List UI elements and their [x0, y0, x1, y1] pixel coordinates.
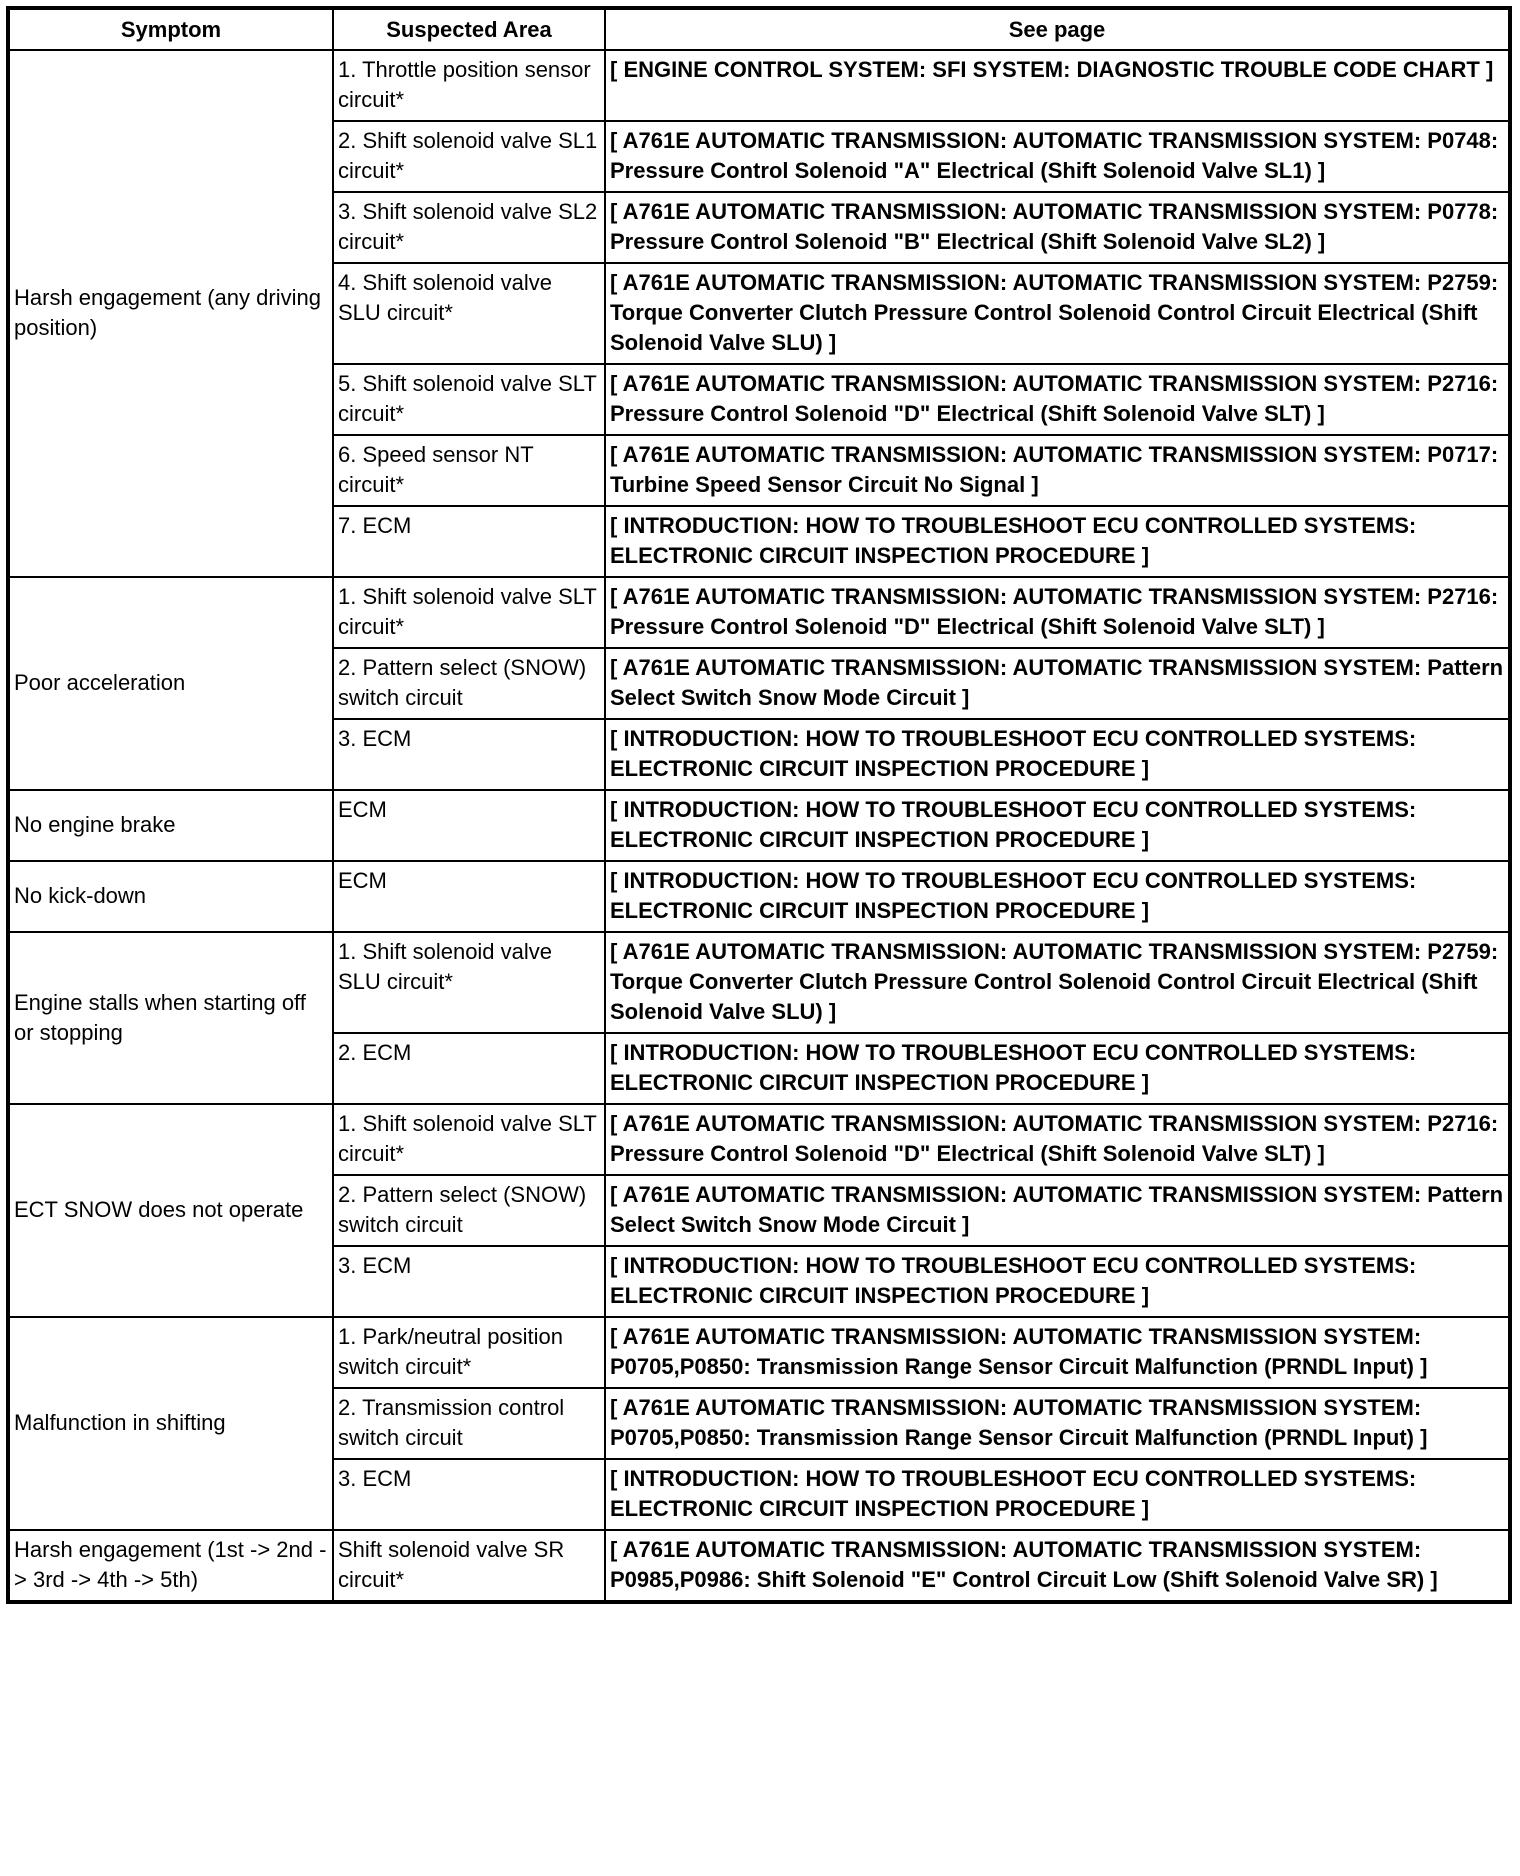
- see-page-link[interactable]: [ A761E AUTOMATIC TRANSMISSION: AUTOMATIC TRANSMISSION SYSTEM: P0778: Pressure Control Solenoid "B" Electrical (Shift Solenoid Valve SL2) ]: [605, 192, 1510, 263]
- suspected-area-cell: 1. Throttle position sensor circuit*: [333, 50, 605, 121]
- symptom-cell: ECT SNOW does not operate: [8, 1104, 333, 1317]
- suspected-area-cell: 6. Speed sensor NT circuit*: [333, 435, 605, 506]
- symptom-cell: Poor acceleration: [8, 577, 333, 790]
- suspected-area-cell: 5. Shift solenoid valve SLT circuit*: [333, 364, 605, 435]
- suspected-area-cell: ECM: [333, 790, 605, 861]
- suspected-area-cell: 1. Shift solenoid valve SLU circuit*: [333, 932, 605, 1033]
- header-symptom: Symptom: [8, 8, 333, 50]
- table-row: [8, 932, 1510, 1033]
- see-page-link[interactable]: [ INTRODUCTION: HOW TO TROUBLESHOOT ECU CONTROLLED SYSTEMS: ELECTRONIC CIRCUIT INSPECTION PROCEDURE ]: [605, 861, 1510, 932]
- suspected-area-cell: 1. Park/neutral position switch circuit*: [333, 1317, 605, 1388]
- see-page-link[interactable]: [ A761E AUTOMATIC TRANSMISSION: AUTOMATIC TRANSMISSION SYSTEM: P0985,P0986: Shift Solenoid "E" Control Circuit Low (Shift Solenoid Valve SR) ]: [605, 1530, 1510, 1602]
- see-page-link[interactable]: [ A761E AUTOMATIC TRANSMISSION: AUTOMATIC TRANSMISSION SYSTEM: P0705,P0850: Transmission Range Sensor Circuit Malfunction (PRNDL Input) ]: [605, 1388, 1510, 1459]
- suspected-area-cell: Shift solenoid valve SR circuit*: [333, 1530, 605, 1602]
- header-suspected-area: Suspected Area: [333, 8, 605, 50]
- header-see-page: See page: [605, 8, 1510, 50]
- see-page-link[interactable]: [ A761E AUTOMATIC TRANSMISSION: AUTOMATIC TRANSMISSION SYSTEM: P2716: Pressure Control Solenoid "D" Electrical (Shift Solenoid Valve SLT) ]: [605, 577, 1510, 648]
- suspected-area-cell: 3. Shift solenoid valve SL2 circuit*: [333, 192, 605, 263]
- symptom-cell: Malfunction in shifting: [8, 1317, 333, 1530]
- see-page-link[interactable]: [ A761E AUTOMATIC TRANSMISSION: AUTOMATIC TRANSMISSION SYSTEM: Pattern Select Switch Snow Mode Circuit ]: [605, 1175, 1510, 1246]
- see-page-link[interactable]: [ A761E AUTOMATIC TRANSMISSION: AUTOMATIC TRANSMISSION SYSTEM: P2759: Torque Converter Clutch Pressure Control Solenoid Control Circuit Electrical (Shift Solenoid Valve SLU) ]: [605, 263, 1510, 364]
- see-page-link[interactable]: [ A761E AUTOMATIC TRANSMISSION: AUTOMATIC TRANSMISSION SYSTEM: P2716: Pressure Control Solenoid "D" Electrical (Shift Solenoid Valve SLT) ]: [605, 364, 1510, 435]
- suspected-area-cell: 2. Pattern select (SNOW) switch circuit: [333, 1175, 605, 1246]
- suspected-area-cell: 1. Shift solenoid valve SLT circuit*: [333, 577, 605, 648]
- suspected-area-cell: 2. ECM: [333, 1033, 605, 1104]
- see-page-link[interactable]: [ INTRODUCTION: HOW TO TROUBLESHOOT ECU CONTROLLED SYSTEMS: ELECTRONIC CIRCUIT INSPECTION PROCEDURE ]: [605, 719, 1510, 790]
- see-page-link[interactable]: [ INTRODUCTION: HOW TO TROUBLESHOOT ECU CONTROLLED SYSTEMS: ELECTRONIC CIRCUIT INSPECTION PROCEDURE ]: [605, 1459, 1510, 1530]
- see-page-link[interactable]: [ ENGINE CONTROL SYSTEM: SFI SYSTEM: DIAGNOSTIC TROUBLE CODE CHART ]: [605, 50, 1510, 121]
- table-row: [8, 577, 1510, 648]
- symptom-cell: Harsh engagement (any driving position): [8, 50, 333, 577]
- see-page-link[interactable]: [ INTRODUCTION: HOW TO TROUBLESHOOT ECU CONTROLLED SYSTEMS: ELECTRONIC CIRCUIT INSPECTION PROCEDURE ]: [605, 790, 1510, 861]
- see-page-link[interactable]: [ A761E AUTOMATIC TRANSMISSION: AUTOMATIC TRANSMISSION SYSTEM: P2716: Pressure Control Solenoid "D" Electrical (Shift Solenoid Valve SLT) ]: [605, 1104, 1510, 1175]
- suspected-area-cell: ECM: [333, 861, 605, 932]
- table-row: [8, 790, 1510, 861]
- see-page-link[interactable]: [ INTRODUCTION: HOW TO TROUBLESHOOT ECU CONTROLLED SYSTEMS: ELECTRONIC CIRCUIT INSPECTION PROCEDURE ]: [605, 1246, 1510, 1317]
- see-page-link[interactable]: [ A761E AUTOMATIC TRANSMISSION: AUTOMATIC TRANSMISSION SYSTEM: Pattern Select Switch Snow Mode Circuit ]: [605, 648, 1510, 719]
- see-page-link[interactable]: [ INTRODUCTION: HOW TO TROUBLESHOOT ECU CONTROLLED SYSTEMS: ELECTRONIC CIRCUIT INSPECTION PROCEDURE ]: [605, 1033, 1510, 1104]
- table-row: [8, 861, 1510, 932]
- see-page-link[interactable]: [ A761E AUTOMATIC TRANSMISSION: AUTOMATIC TRANSMISSION SYSTEM: P2759: Torque Converter Clutch Pressure Control Solenoid Control Circuit Electrical (Shift Solenoid Valve SLU) ]: [605, 932, 1510, 1033]
- suspected-area-cell: 2. Pattern select (SNOW) switch circuit: [333, 648, 605, 719]
- symptom-cell: No engine brake: [8, 790, 333, 861]
- table-row: [8, 1530, 1510, 1602]
- see-page-link[interactable]: [ A761E AUTOMATIC TRANSMISSION: AUTOMATIC TRANSMISSION SYSTEM: P0705,P0850: Transmission Range Sensor Circuit Malfunction (PRNDL Input) ]: [605, 1317, 1510, 1388]
- suspected-area-cell: 3. ECM: [333, 1246, 605, 1317]
- suspected-area-cell: 3. ECM: [333, 1459, 605, 1530]
- symptom-table: [6, 6, 1512, 1604]
- see-page-link[interactable]: [ A761E AUTOMATIC TRANSMISSION: AUTOMATIC TRANSMISSION SYSTEM: P0717: Turbine Speed Sensor Circuit No Signal ]: [605, 435, 1510, 506]
- table-row: [8, 50, 1510, 121]
- suspected-area-cell: 7. ECM: [333, 506, 605, 577]
- header-row: [8, 8, 1510, 50]
- suspected-area-cell: 3. ECM: [333, 719, 605, 790]
- suspected-area-cell: 2. Transmission control switch circuit: [333, 1388, 605, 1459]
- suspected-area-cell: 2. Shift solenoid valve SL1 circuit*: [333, 121, 605, 192]
- table-row: [8, 1317, 1510, 1388]
- table-body: [8, 50, 1510, 1602]
- see-page-link[interactable]: [ INTRODUCTION: HOW TO TROUBLESHOOT ECU CONTROLLED SYSTEMS: ELECTRONIC CIRCUIT INSPECTION PROCEDURE ]: [605, 506, 1510, 577]
- see-page-link[interactable]: [ A761E AUTOMATIC TRANSMISSION: AUTOMATIC TRANSMISSION SYSTEM: P0748: Pressure Control Solenoid "A" Electrical (Shift Solenoid Valve SL1) ]: [605, 121, 1510, 192]
- symptom-cell: Harsh engagement (1st -> 2nd -> 3rd -> 4th -> 5th): [8, 1530, 333, 1602]
- table-row: [8, 1104, 1510, 1175]
- suspected-area-cell: 1. Shift solenoid valve SLT circuit*: [333, 1104, 605, 1175]
- suspected-area-cell: 4. Shift solenoid valve SLU circuit*: [333, 263, 605, 364]
- symptom-cell: Engine stalls when starting off or stopping: [8, 932, 333, 1104]
- symptom-cell: No kick-down: [8, 861, 333, 932]
